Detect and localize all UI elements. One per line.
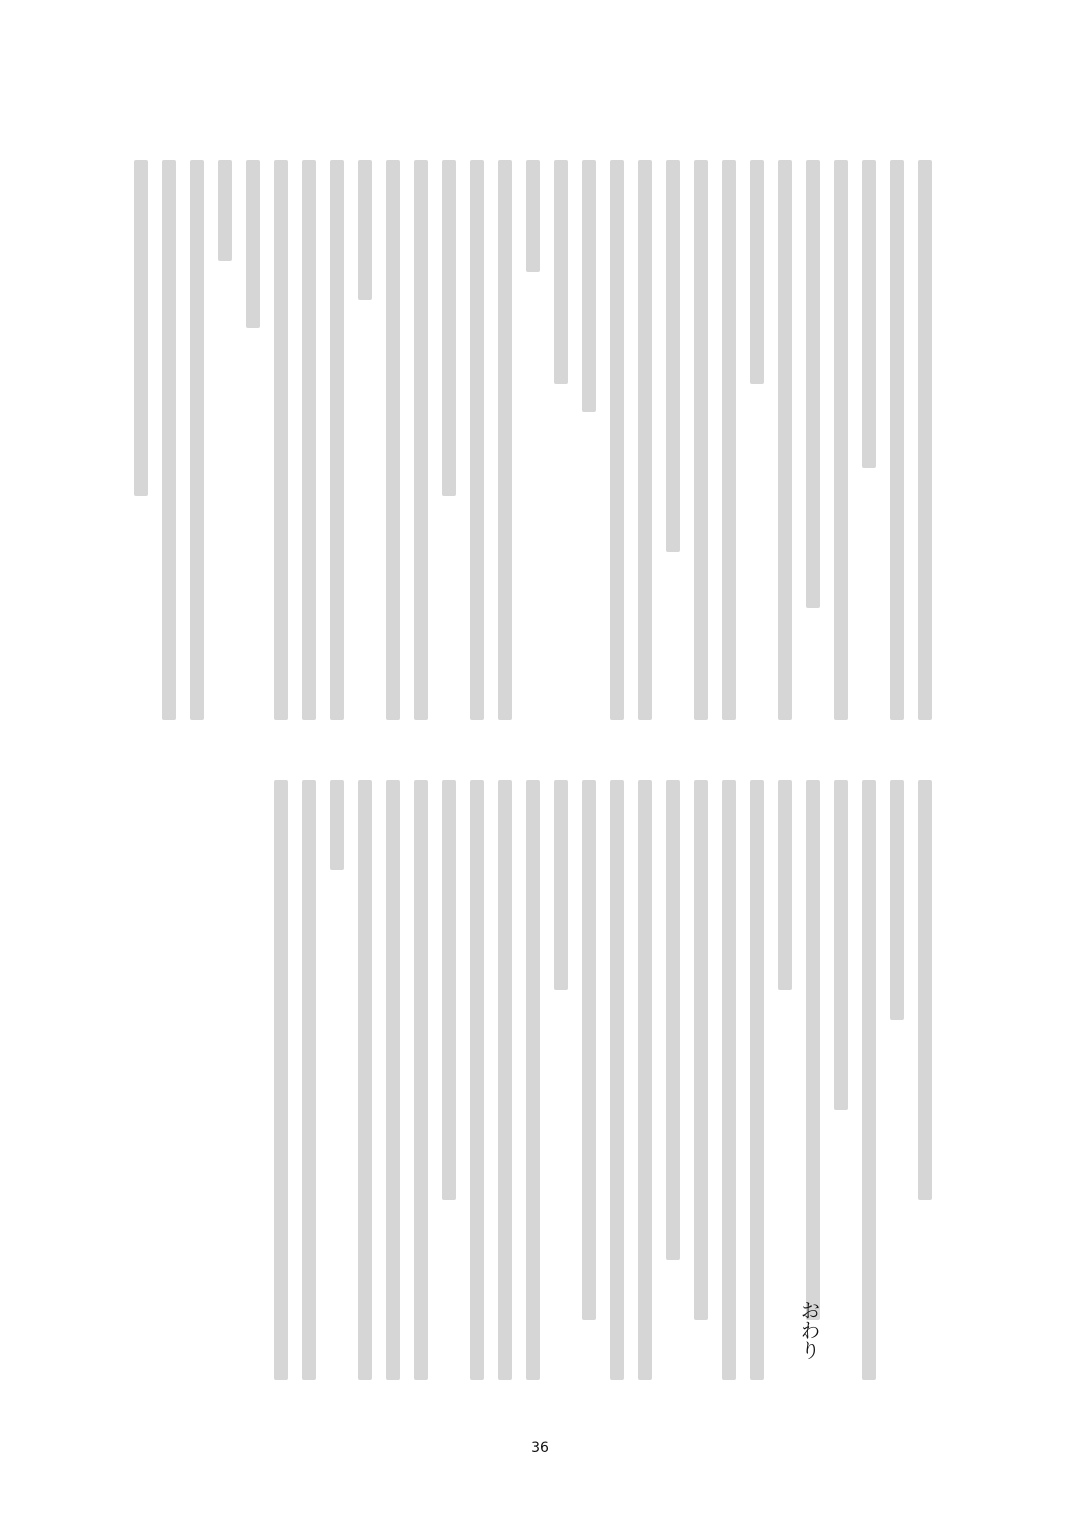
text-column-placeholder xyxy=(442,160,456,496)
text-block-top xyxy=(134,160,932,720)
text-column-placeholder xyxy=(750,780,764,1380)
text-column-placeholder xyxy=(890,780,904,1020)
text-column-placeholder xyxy=(330,780,344,870)
text-column-placeholder xyxy=(414,160,428,720)
text-column-placeholder xyxy=(470,780,484,1380)
text-column-placeholder xyxy=(246,160,260,328)
text-column-placeholder xyxy=(806,160,820,608)
text-column-placeholder xyxy=(722,160,736,720)
end-marker: おわり xyxy=(797,1300,821,1360)
text-column-placeholder xyxy=(554,780,568,990)
text-column-placeholder xyxy=(722,780,736,1380)
text-column-placeholder xyxy=(498,160,512,720)
text-column-placeholder xyxy=(918,780,932,1200)
page-number: 36 xyxy=(531,1440,549,1456)
text-column-placeholder xyxy=(862,780,876,1380)
text-column-placeholder xyxy=(386,160,400,720)
text-column-placeholder xyxy=(694,780,708,1320)
text-column-placeholder xyxy=(442,780,456,1200)
text-column-placeholder xyxy=(274,780,288,1380)
text-column-placeholder xyxy=(414,780,428,1380)
text-column-placeholder xyxy=(554,160,568,384)
text-column-placeholder xyxy=(162,160,176,720)
text-column-placeholder xyxy=(610,780,624,1380)
text-column-placeholder xyxy=(330,160,344,720)
text-column-placeholder xyxy=(918,160,932,720)
text-column-placeholder xyxy=(834,160,848,720)
text-block-bottom xyxy=(274,780,932,1380)
text-column-placeholder xyxy=(470,160,484,720)
text-column-placeholder xyxy=(890,160,904,720)
text-column-placeholder xyxy=(778,780,792,990)
text-column-placeholder xyxy=(274,160,288,720)
text-column-placeholder xyxy=(526,780,540,1380)
text-column-placeholder xyxy=(638,780,652,1380)
text-column-placeholder xyxy=(302,160,316,720)
text-column-placeholder xyxy=(582,780,596,1320)
text-column-placeholder xyxy=(386,780,400,1380)
text-column-placeholder xyxy=(666,160,680,552)
text-column-placeholder xyxy=(694,160,708,720)
text-column-placeholder xyxy=(134,160,148,496)
text-column-placeholder xyxy=(834,780,848,1110)
text-column-placeholder xyxy=(358,780,372,1380)
text-column-placeholder xyxy=(190,160,204,720)
text-column-placeholder xyxy=(526,160,540,272)
text-column-placeholder xyxy=(610,160,624,720)
text-column-placeholder xyxy=(302,780,316,1380)
text-column-placeholder xyxy=(778,160,792,720)
text-column-placeholder xyxy=(498,780,512,1380)
text-column-placeholder xyxy=(666,780,680,1260)
text-column-placeholder xyxy=(358,160,372,300)
text-column-placeholder xyxy=(750,160,764,384)
text-column-placeholder xyxy=(806,780,820,1320)
text-column-placeholder xyxy=(582,160,596,412)
text-column-placeholder xyxy=(638,160,652,720)
text-column-placeholder xyxy=(218,160,232,261)
text-column-placeholder xyxy=(862,160,876,468)
